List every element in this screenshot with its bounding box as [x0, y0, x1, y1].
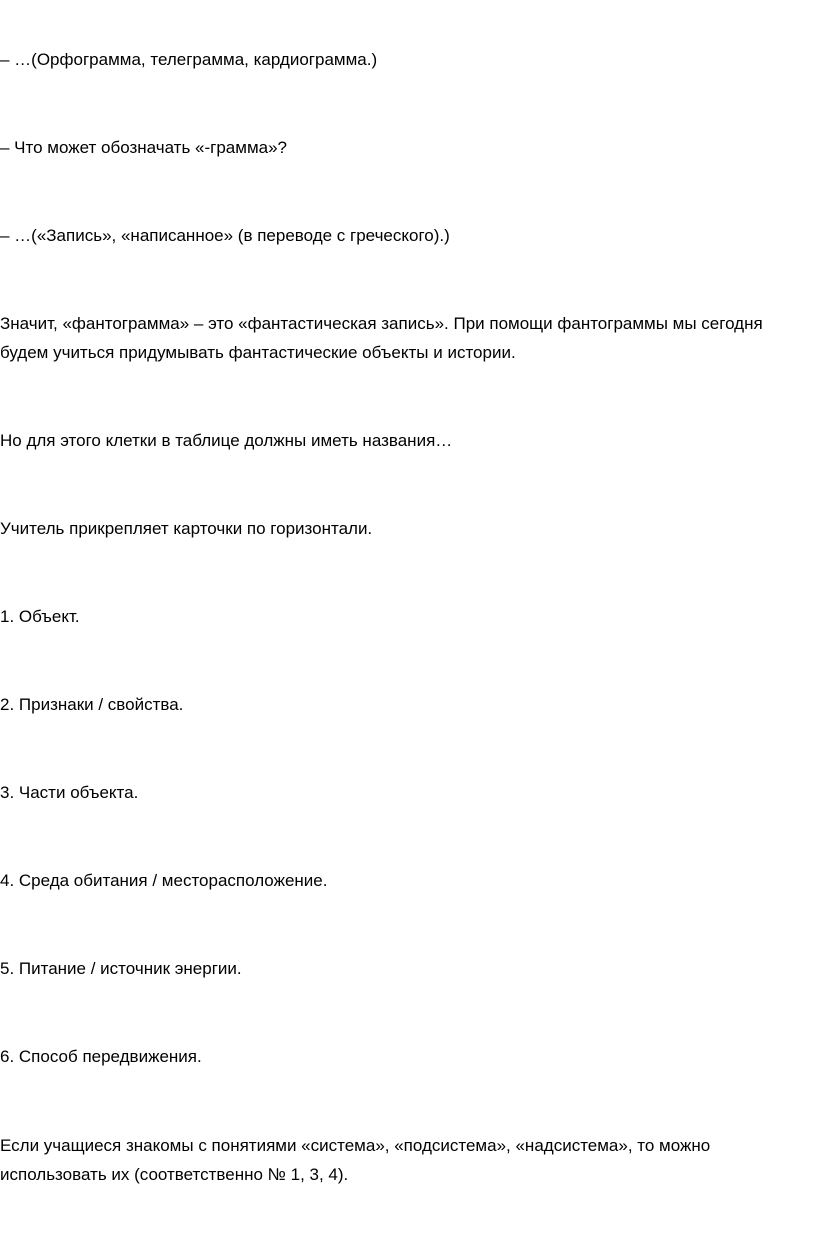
dialogue-line-question: – Что может обозначать «-грамма»? [0, 138, 287, 157]
list-item-4: 4. Среда обитания / месторасположение. [0, 871, 328, 890]
paragraph-fantogram-definition: Значит, «фантограмма» – это «фантастическая запись». При помощи фантограммы мы сегодня будем учиться придумывать фантастические объекты и истории. [0, 314, 763, 362]
list-item-2: 2. Признаки / свойства. [0, 695, 184, 714]
paragraph-table-cells: Но для этого клетки в таблице должны иметь названия… [0, 431, 453, 450]
list-item-1: 1. Объект. [0, 607, 80, 626]
dialogue-line-answer-examples: – …(Орфограмма, телеграмма, кардиограмма.) [0, 50, 378, 69]
dialogue-line-answer-meaning: – …(«Запись», «написанное» (в переводе с греческого).) [0, 226, 450, 245]
list-item-6: 6. Способ передвижения. [0, 1047, 202, 1066]
list-item-5: 5. Питание / источник энергии. [0, 959, 242, 978]
paragraph-system-note: Если учащиеся знакомы с понятиями «система», «подсистема», «надсистема», то можно использовать их (соответственно № 1, 3, 4). [0, 1136, 711, 1184]
paragraph-teacher-cards: Учитель прикрепляет карточки по горизонтали. [0, 519, 373, 538]
list-item-3: 3. Части объекта. [0, 783, 139, 802]
